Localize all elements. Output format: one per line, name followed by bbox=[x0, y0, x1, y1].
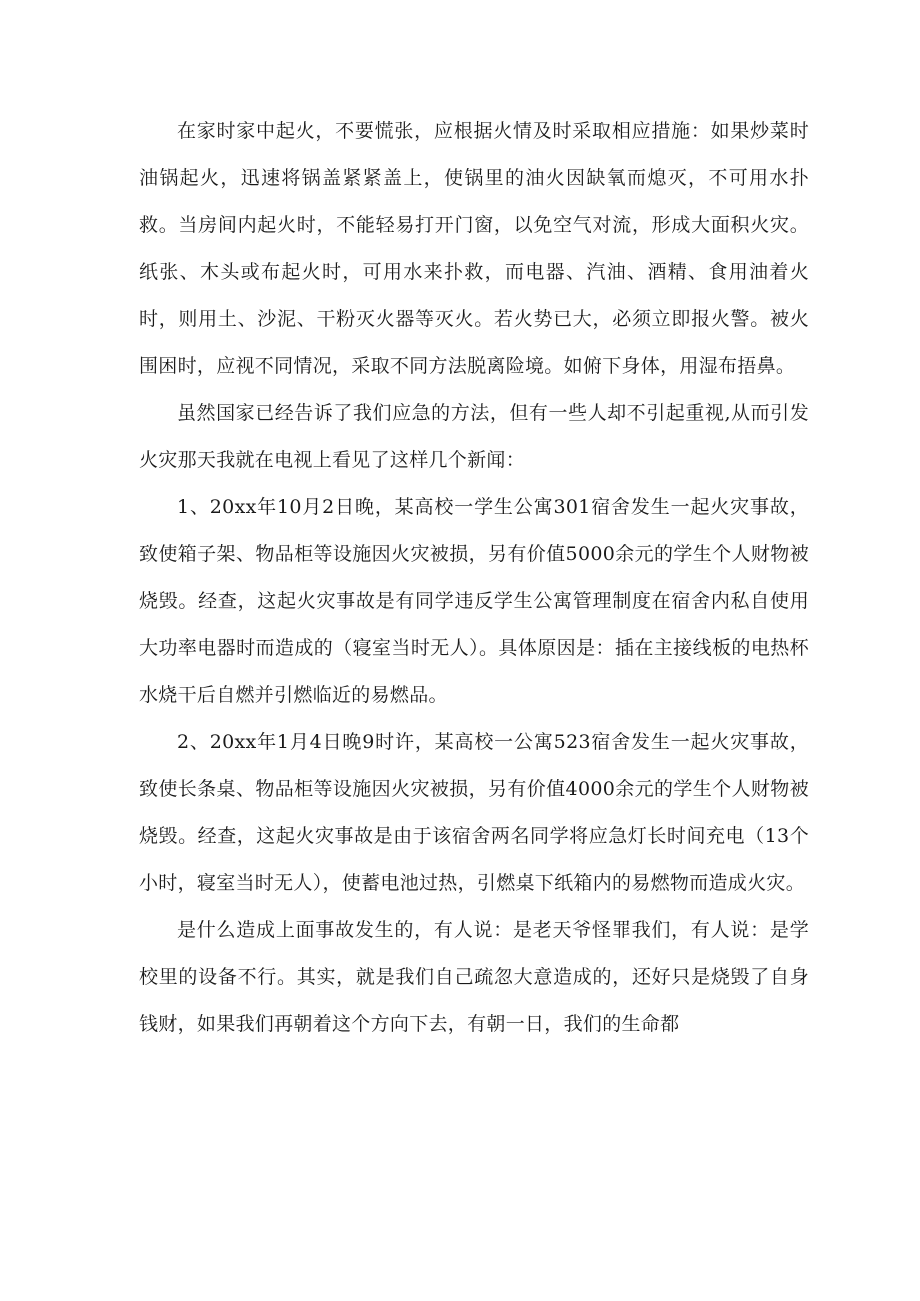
paragraph-news-case-2: 2、20xx年1月4日晚9时许，某高校一公寓523宿舍发生一起火灾事故，致使长条桌、物品柜等设施因火灾被损，另有价值4000余元的学生个人财物被烧毁。经查，这起火灾事故是由于该宿舍两名同学将应急灯长时间充电（13个小时，寝室当时无人），使蓄电池过热，引燃桌下纸箱内的易燃物而造成火灾。 bbox=[139, 731, 809, 894]
paragraph-news-intro: 虽然国家已经告诉了我们应急的方法，但有一些人却不引起重视,从而引发火灾那天我就在电视上看见了这样几个新闻： bbox=[139, 402, 809, 471]
paragraph-cause-reflection: 是什么造成上面事故发生的，有人说：是老天爷怪罪我们，有人说：是学校里的设备不行。其实，就是我们自己疏忽大意造成的，还好只是烧毁了自身钱财，如果我们再朝着这个方向下去，有朝一日，我们的生命都 bbox=[139, 919, 809, 1035]
paragraph-home-fire-measures: 在家时家中起火，不要慌张，应根据火情及时采取相应措施：如果炒菜时油锅起火，迅速将锅盖紧紧盖上，使锅里的油火因缺氧而熄灭，不可用水扑救。当房间内起火时，不能轻易打开门窗，以免空气对流，形成大面积火灾。纸张、木头或布起火时，可用水来扑救，而电器、汽油、酒精、食用油着火时，则用土、沙泥、干粉灭火器等灭火。若火势已大，必须立即报火警。被火围困时，应视不同情况，采取不同方法脱离险境。如俯下身体，用湿布捂鼻。 bbox=[139, 120, 809, 377]
document-body bbox=[139, 108, 809, 1048]
paragraph-news-case-1: 1、20xx年10月2日晚，某高校一学生公寓301宿舍发生一起火灾事故，致使箱子架、物品柜等设施因火灾被损，另有价值5000余元的学生个人财物被烧毁。经查，这起火灾事故是有同学违反学生公寓管理制度在宿舍内私自使用大功率电器时而造成的（寝室当时无人）。具体原因是：插在主接线板的电热杯水烧干后自燃并引燃临近的易燃品。 bbox=[139, 496, 809, 706]
